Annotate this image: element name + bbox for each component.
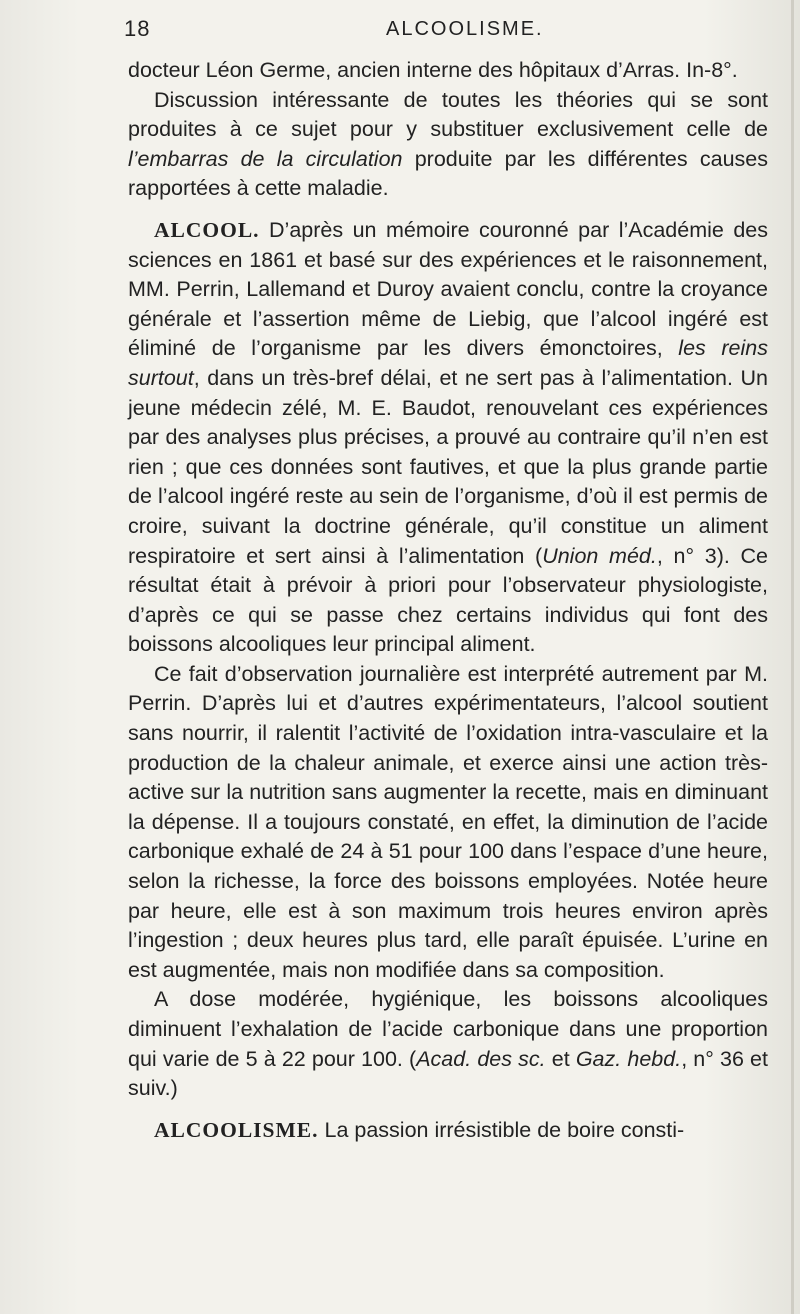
running-head: ALCOOLISME. (386, 18, 544, 40)
page-header (0, 12, 800, 52)
paragraph-4: Ce fait d’observation journalière est interprété autrement par M. Perrin. D’après lui et d’autres expérimentateurs, l’alcool soutient sans nourrir, il ralentit l’activité de l’oxidation intra-vasculaire et la production de la chaleur animale, et exerce ainsi une action très-active sur la nutrition sans augmenter la recette, mais en diminuant la dépense. Il a toujours constaté, en effet, la diminution de l’acide carbonique exhalé de 24 à 51 pour 100 dans l’espace d’une heure, selon la richesse, la force des boissons employées. Notée heure par heure, elle est à son maximum trois heures environ après l’ingestion ; deux heures plus tard, elle paraît épuisée. L’urine en est augmentée, mais non modifiée dans sa composition. (128, 661, 768, 982)
paragraph-5: A dose modérée, hygiénique, les boissons alcooliques diminuent l’exhalation de l’acide carbonique dans une proportion qui varie de 5 à 22 pour 100. (Acad. des sc. et Gaz. hebd., n° 36 et suiv.) (128, 987, 768, 1101)
paragraph-1: docteur Léon Germe, ancien interne des hôpitaux d’Arras. In-8°. (128, 58, 738, 82)
page-edge (791, 0, 794, 1314)
entry-heading: ALCOOLISME. (154, 1117, 319, 1142)
paragraph-alcool: ALCOOL. D’après un mémoire couronné par l’Académie des sciences en 1861 et basé sur des expériences et le raisonnement, MM. Perrin, Lallemand et Duroy avaient conclu, contre la croyance générale et l’assertion même de Liebig, que l’alcool ingéré est éliminé de l’organisme par les divers émonctoires, les reins surtout, dans un très-bref délai, et ne sert pas à l’alimentation. Un jeune médecin zélé, M. E. Baudot, renouvelant ces expériences par des analyses plus précises, a prouvé au contraire qu’il n’en est rien ; que ces données sont fautives, et que la plus grande partie de l’alcool ingéré reste au sein de l’organisme, d’où il est permis de croire, suivant la doctrine générale, qu’il constitue un aliment respiratoire et sert ainsi à l’alimentation (Union méd., n° 3). Ce résultat était à prévoir à priori pour l’observateur physiologiste, d’après ce qui se passe chez certains individus qui font des boissons alcooliques leur principal aliment. (128, 217, 769, 657)
entry-heading: ALCOOL. (154, 217, 260, 242)
page-number: 18 (124, 16, 151, 41)
paragraph-2: Discussion intéressante de toutes les théories qui se sont produites à ce sujet pour y substituer exclusivement celle de l’embarras de la circulation produite par les différentes causes rapportées à cette maladie. (128, 87, 768, 201)
paragraph-alcoolisme: ALCOOLISME. La passion irrésistible de boire consti- (154, 1117, 685, 1142)
body-text (128, 56, 768, 1145)
